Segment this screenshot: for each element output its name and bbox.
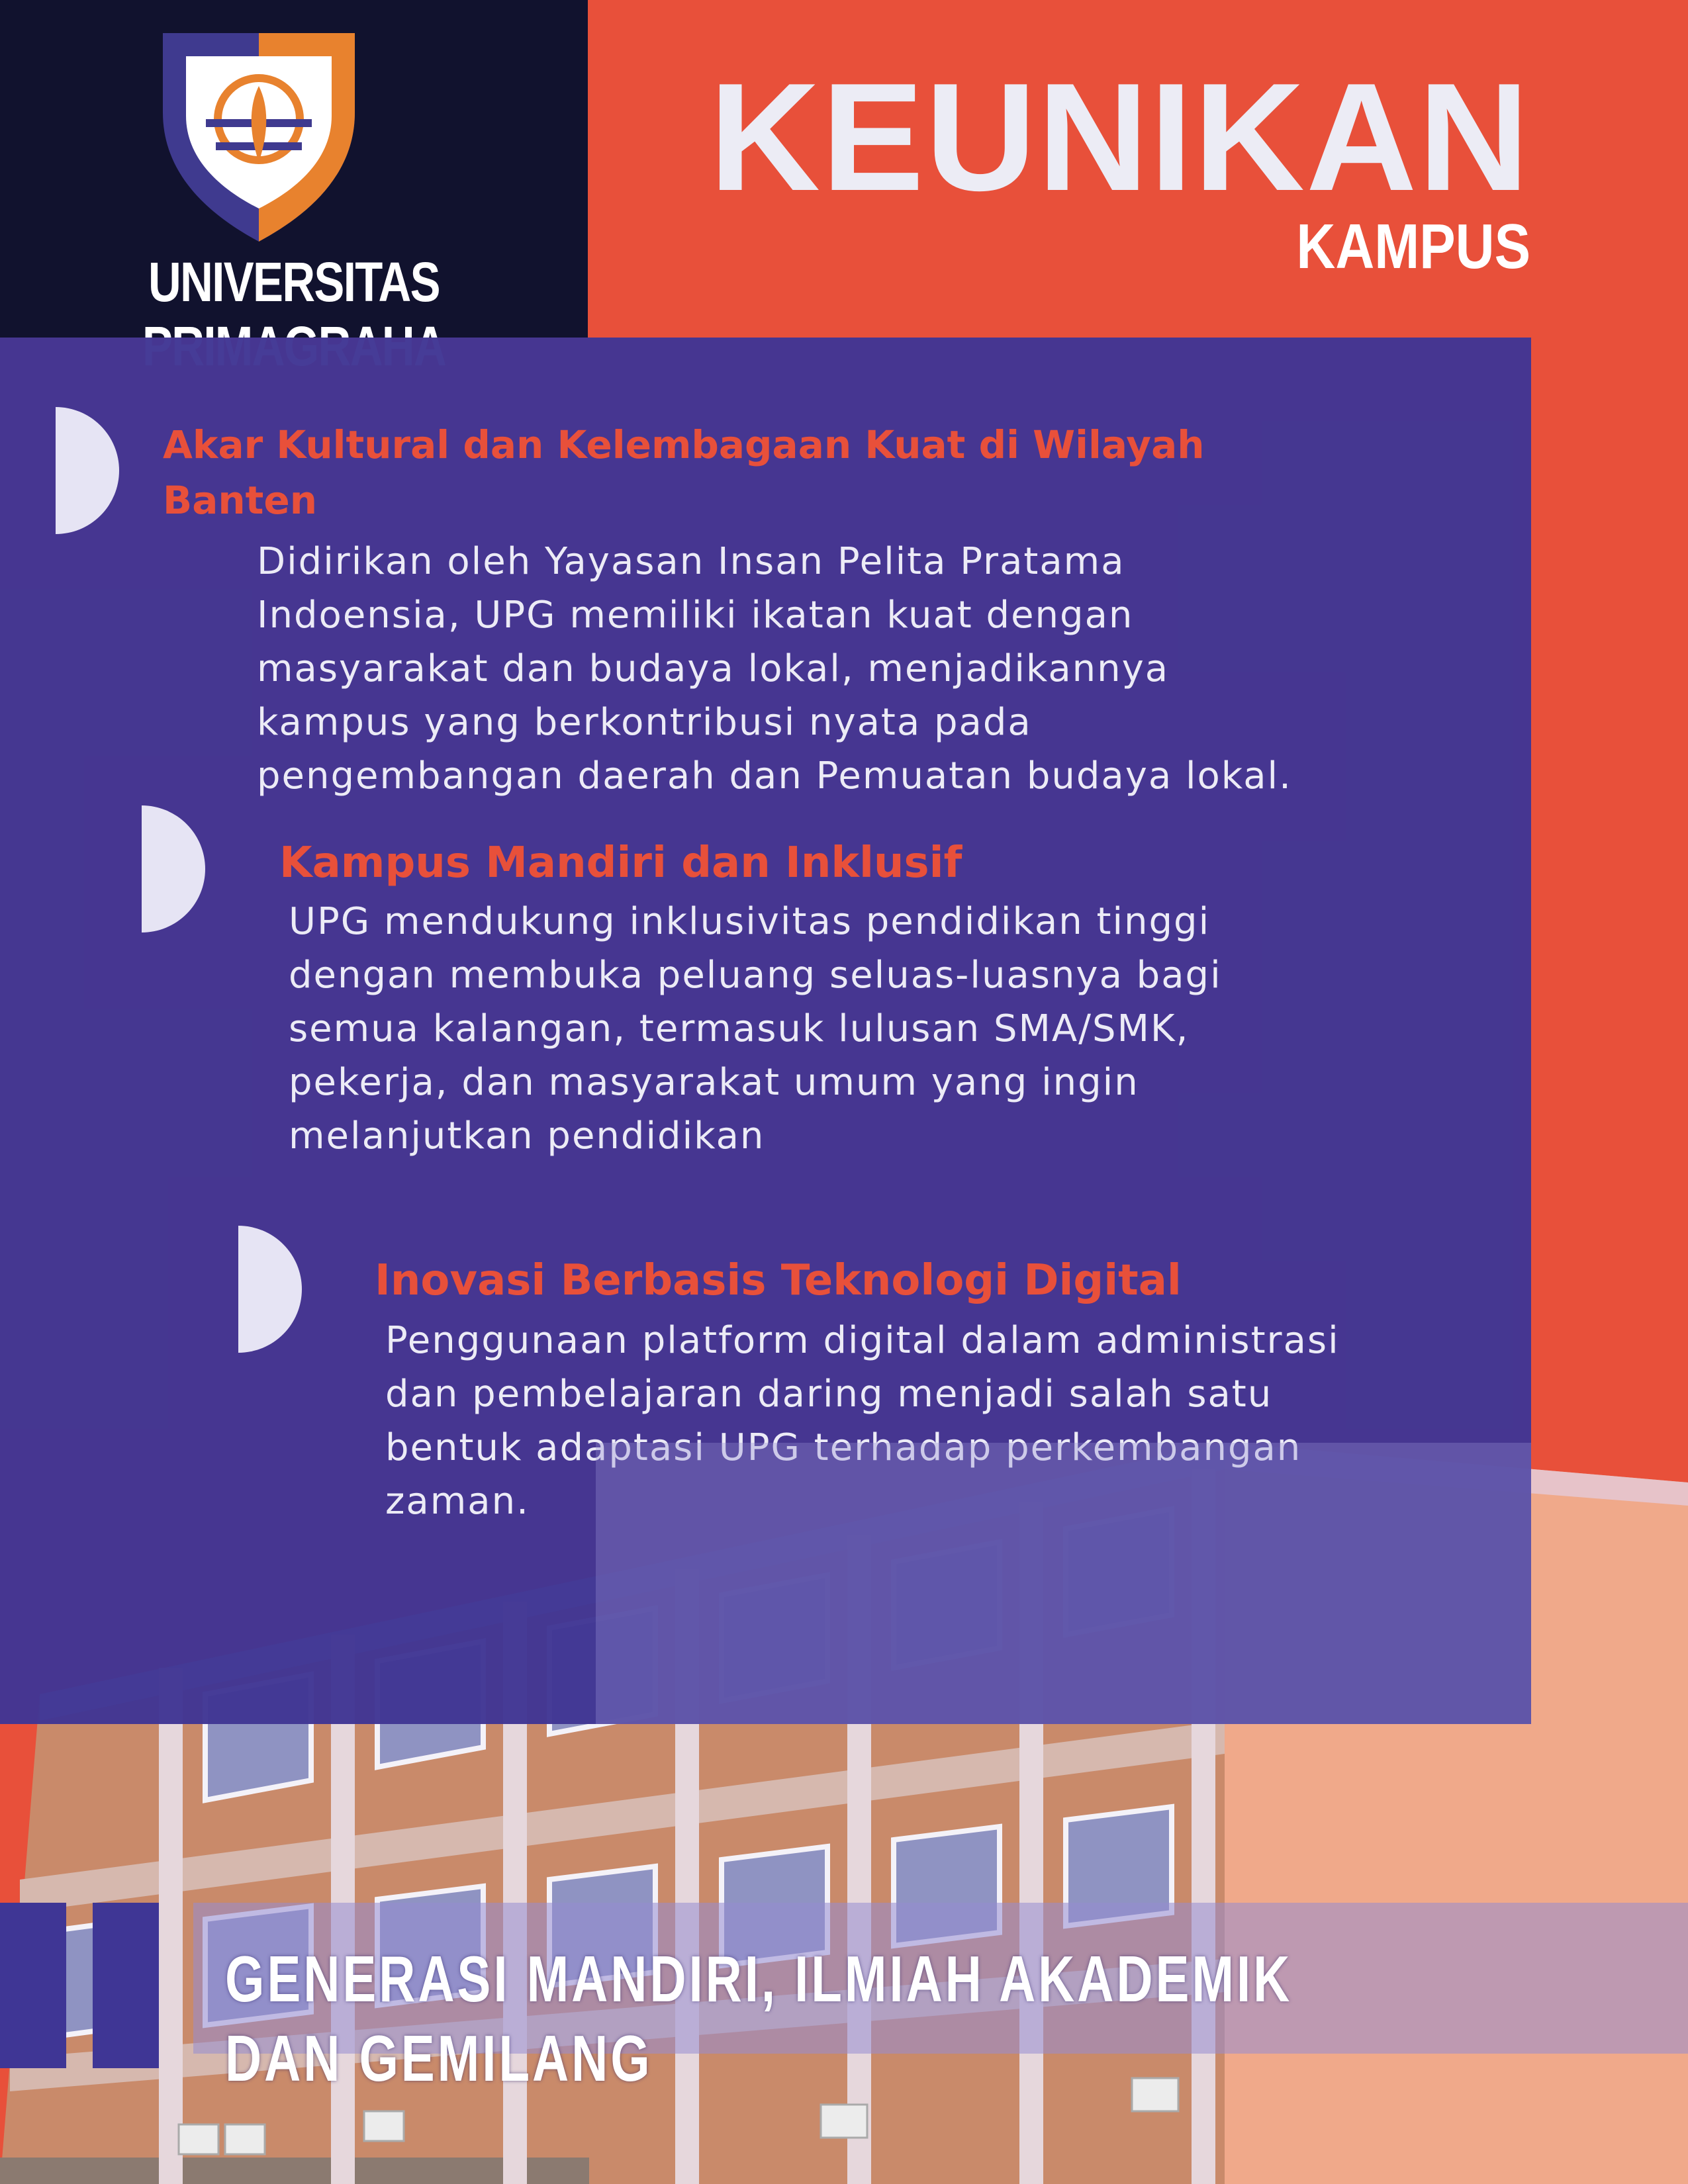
body-line: zaman. bbox=[385, 1480, 530, 1523]
university-shield-logo bbox=[156, 26, 361, 245]
section-heading: Kampus Mandiri dan Inklusif bbox=[279, 839, 962, 887]
page-title: KEUNIKAN bbox=[709, 52, 1530, 223]
body-line: bentuk adaptasi UPG terhadap perkembangan bbox=[385, 1426, 1302, 1469]
body-line: Penggunaan platform digital dalam administrasi bbox=[385, 1319, 1340, 1362]
page-subtitle: KAMPUS bbox=[1296, 211, 1530, 282]
quote-mark-bar bbox=[93, 1903, 159, 2068]
section-body bbox=[257, 535, 1515, 803]
section-body bbox=[289, 895, 1513, 1163]
body-line: dengan membuka peluang seluas-luasnya bagi bbox=[289, 954, 1222, 997]
body-line: kampus yang berkontribusi nyata pada bbox=[257, 701, 1032, 744]
body-line: Indoensia, UPG memiliki ikatan kuat dengan bbox=[257, 594, 1134, 637]
tagline: GENERASI MANDIRI, ILMIAH AKADEMIK DAN GEMILANG bbox=[225, 1942, 1293, 2095]
body-line: pengembangan daerah dan Pemuatan budaya lokal. bbox=[257, 754, 1292, 797]
quote-mark-bar bbox=[0, 1903, 66, 2068]
body-line: masyarakat dan budaya lokal, menjadikannya bbox=[257, 647, 1170, 690]
body-line: dan pembelajaran daring menjadi salah satu bbox=[385, 1373, 1273, 1416]
photo-overlay bbox=[596, 1443, 1531, 1724]
body-line: melanjutkan pendidikan bbox=[289, 1115, 765, 1158]
body-line: pekerja, dan masyarakat umum yang ingin bbox=[289, 1061, 1139, 1104]
university-name: UNIVERSITAS bbox=[148, 251, 440, 313]
section-heading: Inovasi Berbasis Teknologi Digital bbox=[375, 1256, 1182, 1305]
body-line: UPG mendukung inklusivitas pendidikan tinggi bbox=[289, 900, 1211, 943]
body-line: Didirikan oleh Yayasan Insan Pelita Pratama bbox=[257, 540, 1125, 583]
body-line: semua kalangan, termasuk lulusan SMA/SMK, bbox=[289, 1007, 1190, 1050]
section-heading: Akar Kultural dan Kelembagaan Kuat di Wilayah Banten bbox=[163, 422, 1205, 523]
